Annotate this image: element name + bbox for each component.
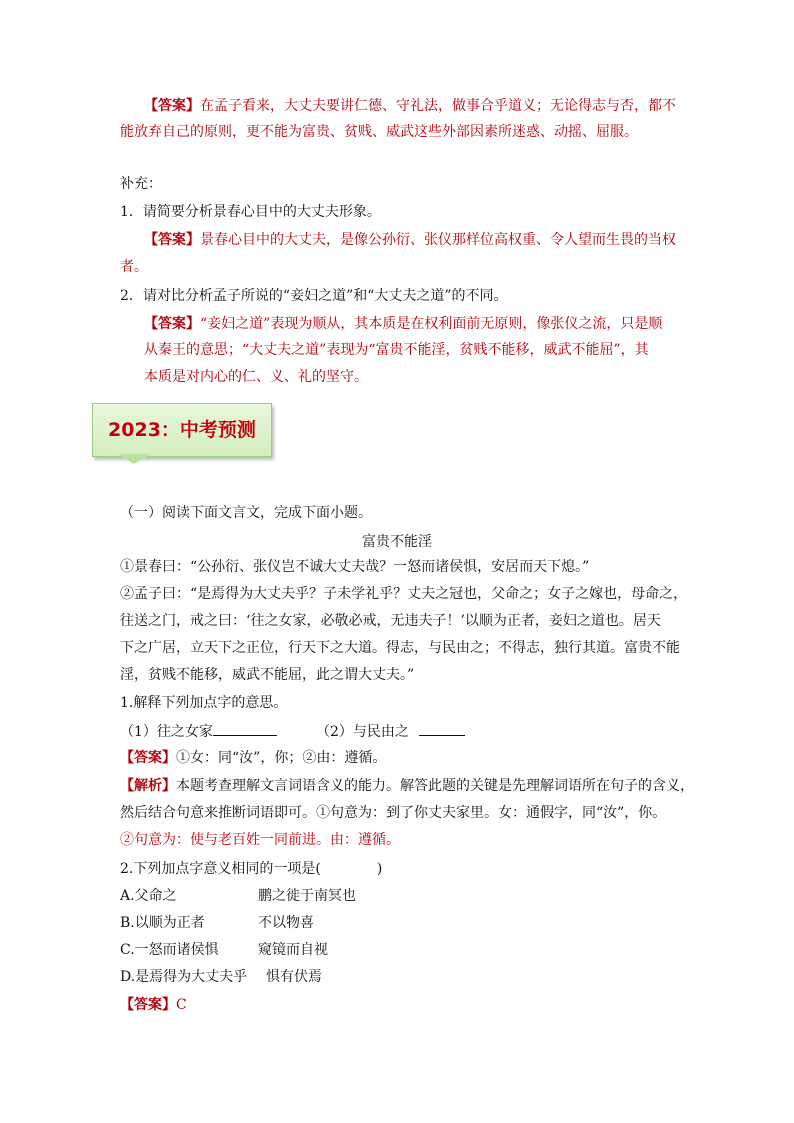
question-2-answer [120, 995, 187, 1015]
question-1-stem: 1.解释下列加点字的意思。 [120, 695, 288, 711]
badge-pointer [118, 454, 150, 464]
option-d-left: D.是焉得为大丈夫乎 [120, 969, 248, 985]
answer-tag: 【答案】 [120, 997, 176, 1013]
analysis-text-continued: ②句意为：使与老百姓一同前进。由：遵循。 [120, 832, 400, 848]
answer-text: 在孟子看来，大丈夫要讲仁德、守礼法，做事合乎道义；无论得志与否，都不 [200, 98, 676, 114]
section-badge-label: 2023：中考预测 [108, 419, 256, 441]
answer-text-continued: 能放弃自己的原则，更不能为富贵、贫贱、威武这些外部因素所迷惑、动摇、屈服。 [120, 124, 638, 140]
passage-paragraph-2-line: 淫，贫贱不能移，威武不能屈，此之谓大丈夫。” [120, 667, 415, 683]
answer-text-continued: 者。 [120, 259, 148, 275]
question-1-answer [120, 748, 386, 768]
passage-title: 富贵不能淫 [362, 534, 432, 550]
question-1-item-2-wrap [316, 721, 465, 742]
supplement-question-2: 2．请对比分析孟子所说的“妾妇之道”和“大丈夫之道”的不同。 [120, 288, 508, 304]
passage-paragraph-1: ①景春曰：“公孙衍、张仪岂不诚大丈夫哉？一怒而诸侯惧，安居而天下熄。” [120, 559, 590, 575]
option-c-left: C.一怒而诸侯惧 [120, 942, 219, 958]
answer-tag: 【答案】 [144, 316, 200, 332]
supplement-question-1: 1．请简要分析景春心目中的大丈夫形象。 [120, 204, 381, 220]
supplement-heading: 补充： [120, 176, 162, 192]
option-a-right: 鹏之徙于南冥也 [258, 888, 356, 904]
answer-paragraph [144, 96, 676, 116]
answer-text-continued: 从秦王的意思；“大丈夫之道”表现为“富贵不能淫，贫贱不能移，威武不能屈”，其 [144, 342, 649, 358]
answer-blank-2[interactable] [419, 721, 465, 736]
passage-paragraph-2-line: 往送之门，戒之曰：‘往之女家，必敬必戒，无违夫子！’以顺为正者，妾妇之道也。居天 [120, 613, 661, 629]
answer-blank-1[interactable] [213, 721, 277, 736]
passage-paragraph-2-line: 下之广居，立天下之正位，行天下之大道。得志，与民由之；不得志，独行其道。富贵不能 [120, 640, 680, 656]
option-c-right: 窥镜而自视 [258, 942, 328, 958]
analysis-text-continued: 然后结合句意来推断词语即可。①句意为：到了你丈夫家里。女：通假字，同“汝”，你。 [120, 805, 667, 821]
option-b-left: B.以顺为正者 [120, 915, 205, 931]
answer-text: ①女：同“汝”，你；②由：遵循。 [176, 750, 387, 766]
passage-paragraph-2: ②孟子曰：“是焉得为大丈夫乎？子未学礼乎？丈夫之冠也，父命之；女子之嫁也，母命之， [120, 586, 688, 602]
answer-text: 景春心目中的大丈夫，是像公孙衍、张仪那样位高权重、令人望而生畏的当权 [200, 232, 676, 248]
analysis-tag: 【解析】 [120, 778, 176, 794]
answer-text: “妾妇之道”表现为顺从，其本质是在权利面前无原则，像张仪之流，只是顺 [200, 316, 663, 332]
option-d-right: 惧有伏焉 [266, 969, 322, 985]
question-1-item-1: （1）往之女家 [120, 724, 213, 740]
supplement-answer-1 [144, 230, 676, 250]
analysis-text: 本题考查理解文言词语含义的能力。解答此题的关键是先理解词语所在句子的含义， [176, 778, 694, 794]
question-1-item-2: （2）与民由之 [316, 724, 409, 740]
question-1-items [120, 721, 277, 742]
question-2-stem: 2.下列加点字意义相同的一项是( ) [120, 861, 383, 877]
option-b-right: 不以物喜 [258, 915, 314, 931]
option-a-left: A.父命之 [120, 888, 177, 904]
question-1-analysis [120, 776, 694, 796]
reading-intro: （一）阅读下面文言文，完成下面小题。 [120, 505, 372, 521]
answer-tag: 【答案】 [144, 98, 200, 114]
answer-tag: 【答案】 [144, 232, 200, 248]
supplement-answer-2 [144, 314, 662, 334]
answer-text: C [176, 997, 187, 1013]
section-badge [92, 403, 272, 457]
answer-tag: 【答案】 [120, 750, 176, 766]
answer-text-continued: 本质是对内心的仁、义、礼的坚守。 [144, 369, 368, 385]
